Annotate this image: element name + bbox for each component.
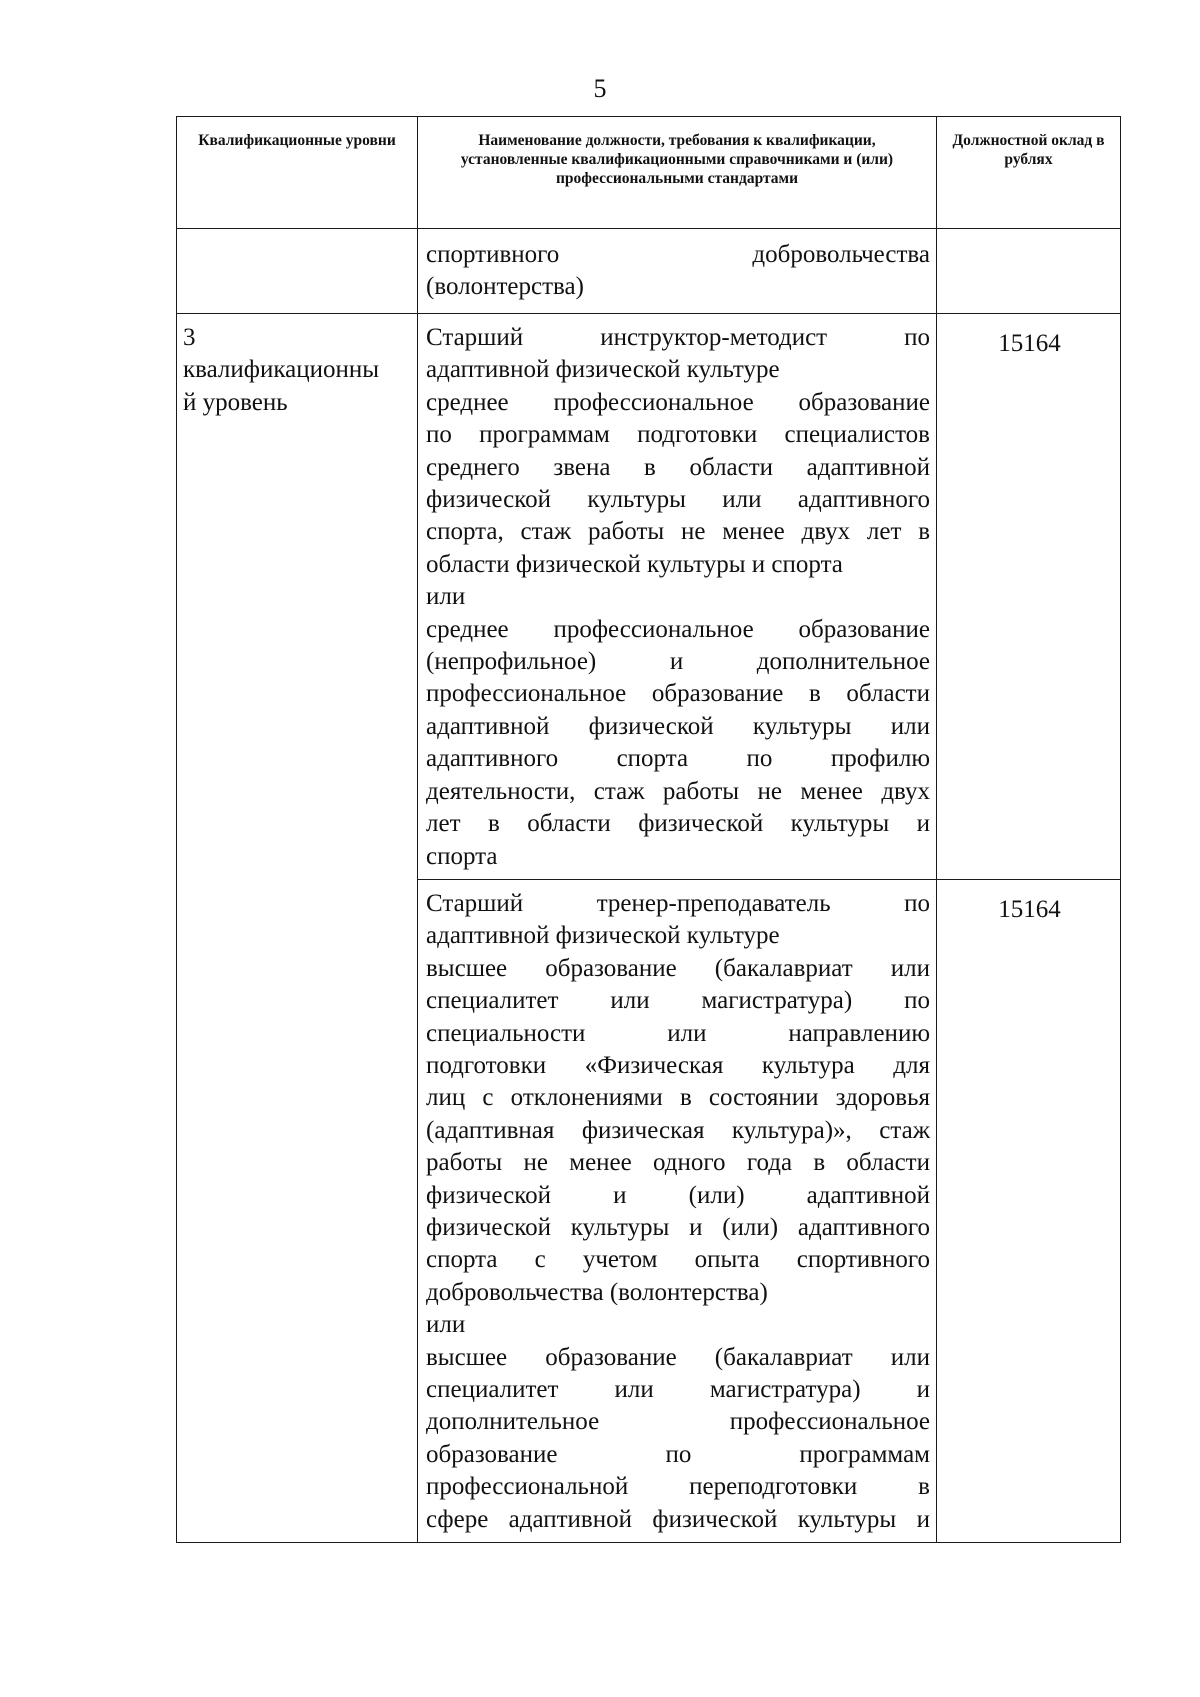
level-cell-empty [177,229,418,314]
text-line: спорта, стаж работы не менее двух лет в [426,518,930,546]
text-line: работы не менее одного года в области [426,1149,930,1177]
text-line: Старший тренер-преподаватель по [426,889,930,917]
level-cell [177,314,418,1543]
position-cell-continuation [418,229,937,314]
text-line: деятельности, стаж работы не менее двух [426,777,930,805]
continuation-line: (волонтерства) [426,273,584,301]
text-line: дополнительное профессиональное [426,1408,930,1436]
text-line: (адаптивная физическая культура)», стаж [426,1116,930,1144]
text-line: физической культуры или адаптивного [426,486,930,514]
text-line: специалитет или магистратура) и [426,1376,930,1403]
text-line: адаптивного спорта по профилю [426,745,930,773]
text-line: физической культуры и (или) адаптивного [426,1213,930,1241]
text-line: (непрофильное) и дополнительное [426,648,930,676]
page-number: 5 [593,74,607,103]
text-line: среднего звена в области адаптивной [426,453,930,481]
position-cell-trainer [418,879,937,1542]
header-salary: Должностной оклад в рублях [937,117,1121,229]
header-position: Наименование должности, требования к квалификации, установленные квалификационными справочниками и (или) профессиональными стандартами [418,117,937,229]
text-line: высшее образование (бакалавриат или [426,954,930,982]
text-line: или [426,583,466,611]
text-line: области физической культуры и спорта [426,550,843,578]
text-line: спорта с учетом опыта спортивного [426,1246,930,1274]
level-line: квалификационны [183,356,380,384]
salary-cell: 15164 [937,879,1121,1542]
text-line: среднее профессиональное образование [426,615,930,643]
text-line: адаптивной физической культуры или [426,712,930,740]
text-line: сфере адаптивной физической культуры и [426,1505,930,1533]
text-line: профессиональной переподготовки в [426,1473,930,1501]
text-line: спорта [426,842,498,870]
text-line: или [426,1311,466,1339]
header-level: Квалификационные уровни [177,117,418,229]
text-line: лиц с отклонениями в состоянии здоровья [426,1084,930,1112]
text-line: Старший инструктор-методист по [426,324,930,351]
continuation-line: спортивного добровольчества [426,241,930,268]
text-line: добровольчества (волонтерства) [426,1278,768,1306]
qualification-table [176,116,1121,1543]
text-line: специалитет или магистратура) по [426,987,930,1015]
table-row-continuation [177,229,1121,314]
position-cell-instructor [418,314,937,880]
text-line: специальности или направлению [426,1019,930,1047]
table-header-row [177,117,1121,229]
text-line: подготовки «Физическая культура для [426,1051,930,1079]
text-line: по программам подготовки специалистов [426,421,930,449]
text-line: профессиональное образование в области [426,680,930,708]
level-line: й уровень [183,388,288,416]
salary-cell-empty [937,229,1121,314]
text-line: среднее профессиональное образование [426,388,930,416]
level-line: 3 [183,324,196,351]
text-line: образование по программам [426,1440,930,1468]
text-line: высшее образование (бакалавриат или [426,1343,930,1371]
salary-cell: 15164 [937,314,1121,880]
text-line: физической и (или) адаптивной [426,1181,930,1209]
text-line: лет в области физической культуры и [426,810,930,838]
table-row-instructor [177,314,1121,880]
text-line: адаптивной физической культуре [426,922,780,950]
text-line: адаптивной физической культуре [426,356,780,384]
